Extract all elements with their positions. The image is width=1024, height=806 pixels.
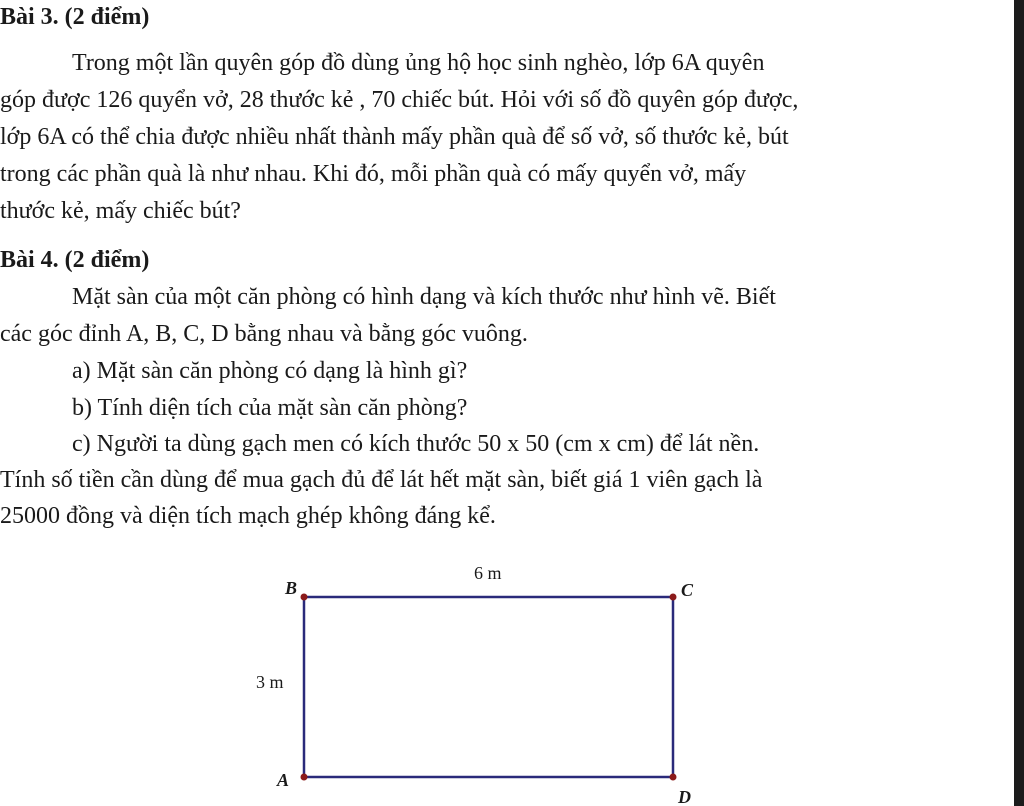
vertex-d-point bbox=[670, 774, 677, 781]
height-label: 3 m bbox=[256, 672, 284, 692]
width-label: 6 m bbox=[474, 563, 502, 583]
vertex-b-label: B bbox=[285, 578, 298, 598]
problem3-line: góp được 126 quyển vở, 28 thước kẻ , 70 chiếc bút. Hỏi với số đồ quyên góp được, bbox=[0, 87, 799, 113]
problem3-heading: Bài 3. (2 điểm) bbox=[0, 4, 150, 30]
problem3-line: lớp 6A có thể chia được nhiều nhất thành mấy phần quà để số vở, số thước kẻ, bút bbox=[0, 124, 789, 150]
problem4-part-c-line: 25000 đồng và diện tích mạch ghép không đáng kể. bbox=[0, 503, 496, 529]
problem4-part-a: a) Mặt sàn căn phòng có dạng là hình gì? bbox=[72, 358, 468, 384]
problem4-intro-line: Mặt sàn của một căn phòng có hình dạng và kích thước như hình vẽ. Biết bbox=[72, 284, 776, 310]
vertex-c-point bbox=[670, 594, 677, 601]
window-edge bbox=[1014, 0, 1024, 806]
problem4-intro-line: các góc đỉnh A, B, C, D bằng nhau và bằng góc vuông. bbox=[0, 321, 528, 347]
vertex-b-point bbox=[301, 594, 308, 601]
problem3-line: trong các phần quà là như nhau. Khi đó, mỗi phần quà có mấy quyển vở, mấy bbox=[0, 161, 747, 187]
vertex-d-label: D bbox=[678, 787, 691, 806]
problem3-line: thước kẻ, mấy chiếc bút? bbox=[0, 198, 241, 224]
problem4-part-c-line: c) Người ta dùng gạch men có kích thước 50 x 50 (cm x cm) để lát nền. bbox=[72, 431, 760, 457]
problem4-heading: Bài 4. (2 điểm) bbox=[0, 247, 150, 273]
vertex-c-label: C bbox=[681, 580, 694, 600]
vertex-a-label: A bbox=[277, 770, 290, 790]
floor-rectangle bbox=[304, 597, 673, 777]
vertex-a-point bbox=[301, 774, 308, 781]
problem3-line: Trong một lần quyên góp đồ dùng ủng hộ học sinh nghèo, lớp 6A quyên bbox=[72, 50, 765, 76]
problem4-part-c-line: Tính số tiền cần dùng để mua gạch đủ để lát hết mặt sàn, biết giá 1 viên gạch là bbox=[0, 467, 763, 493]
problem4-part-b: b) Tính diện tích của mặt sàn căn phòng? bbox=[72, 395, 468, 421]
